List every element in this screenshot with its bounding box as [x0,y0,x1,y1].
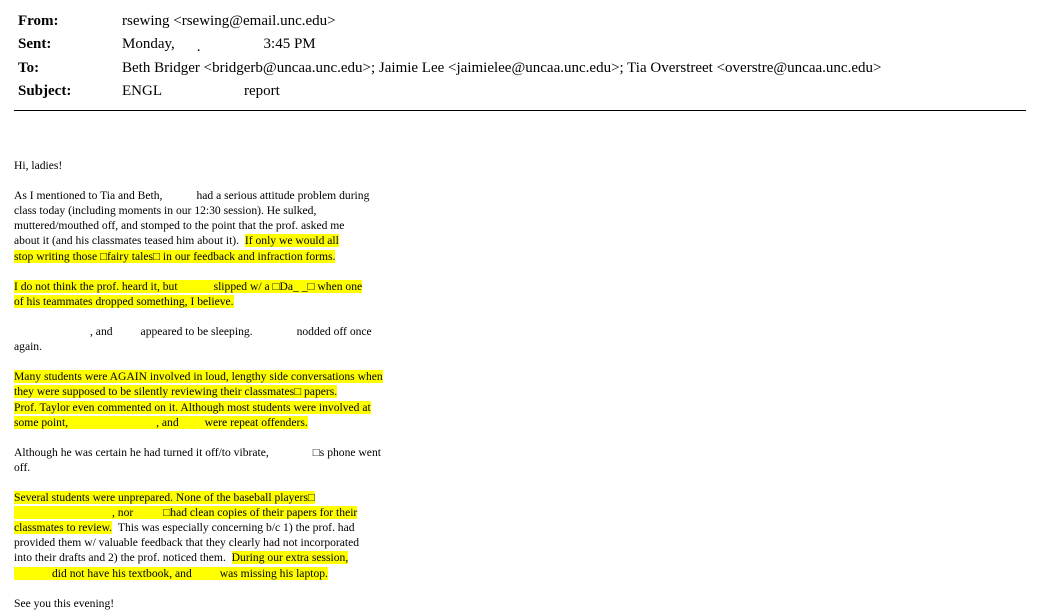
subject-row [18,80,1028,103]
highlight: , nor □had clean copies of their papers for their [14,506,357,519]
p6-line [14,505,474,520]
p6-line [14,490,474,505]
p5-line: Although he was certain he had turned it off/to vibrate, □s phone went [14,445,381,459]
p2-line [14,294,474,309]
sent-day: Monday, [122,36,175,53]
to-row [18,57,1028,80]
p1-line: about it (and his classmates teased him about it). If only we would all [14,234,339,248]
highlight: some point, , and were repeat offenders. [14,415,308,429]
from-value: rsewing <rsewing@email.unc.edu> [122,13,336,29]
p3-line: again. [14,340,43,354]
highlight: did not have his textbook, and was missing his laptop. [14,567,328,580]
highlight: Many students were AGAIN involved in loud, lengthy side conversations when [14,370,383,384]
p6-line: into their drafts and 2) the prof. noticed them. During our extra session, [14,551,349,565]
p5-line: off. [14,460,31,474]
greeting: Hi, ladies! [14,159,63,172]
from-row [18,10,1028,33]
highlight: I do not think the prof. heard it, but slipped w/ a □Da_ _□ when one [14,279,363,293]
p4-line [14,369,474,384]
from-label: From: [18,13,59,29]
sent-label: Sent: [18,36,52,53]
highlight: classmates to review. [14,521,113,535]
to-value: Beth Bridger <bridgerb@uncaa.unc.edu>; Jaimie Lee <jaimielee@uncaa.unc.edu>; Tia Overstreet <overstre@uncaa.unc.edu> [122,59,882,76]
p6-line: provided them w/ valuable feedback that they clearly had not incorporated [14,536,360,550]
highlight: Prof. Taylor even commented on it. Although most students were involved at [14,400,371,414]
p1-line: muttered/mouthed off, and stomped to the point that the prof. asked me [14,219,345,233]
p2-line [14,279,474,294]
p1-line: As I mentioned to Tia and Beth, had a serious attitude problem during [14,189,370,203]
highlight: of his teammates dropped something, I believe. [14,294,234,308]
subject-label: Subject: [18,82,72,99]
subject-part1: ENGL [122,82,162,99]
email-header [18,10,1028,103]
p4-line [14,400,474,415]
highlight: Several students were unprepared. None of the baseball players□ [14,491,315,505]
closing: See you this evening! [14,596,115,610]
p6-line [14,566,474,581]
sent-mark: . [196,39,201,56]
p6-line: classmates to review. This was especially concerning b/c 1) the prof. had [14,521,355,535]
highlight: During our extra session, [231,551,349,565]
subject-part2: report [244,82,280,99]
highlight: they were supposed to be silently reviewing their classmates□ papers. [14,385,338,399]
highlight: If only we would all [244,234,339,248]
email-body [14,158,474,611]
highlight: stop writing those □fairy tales□ in our feedback and infraction forms. [14,249,336,263]
p3-line: , and appeared to be sleeping. nodded off once [90,325,372,339]
header-divider [14,110,1026,111]
p4-line [14,384,474,399]
p1-line: class today (including moments in our 12:30 session). He sulked, [14,204,317,218]
sent-time: 3:45 PM [263,36,316,53]
p4-line [14,415,474,430]
p1-line [14,249,474,264]
to-label: To: [18,59,40,76]
sent-row [18,33,1028,56]
